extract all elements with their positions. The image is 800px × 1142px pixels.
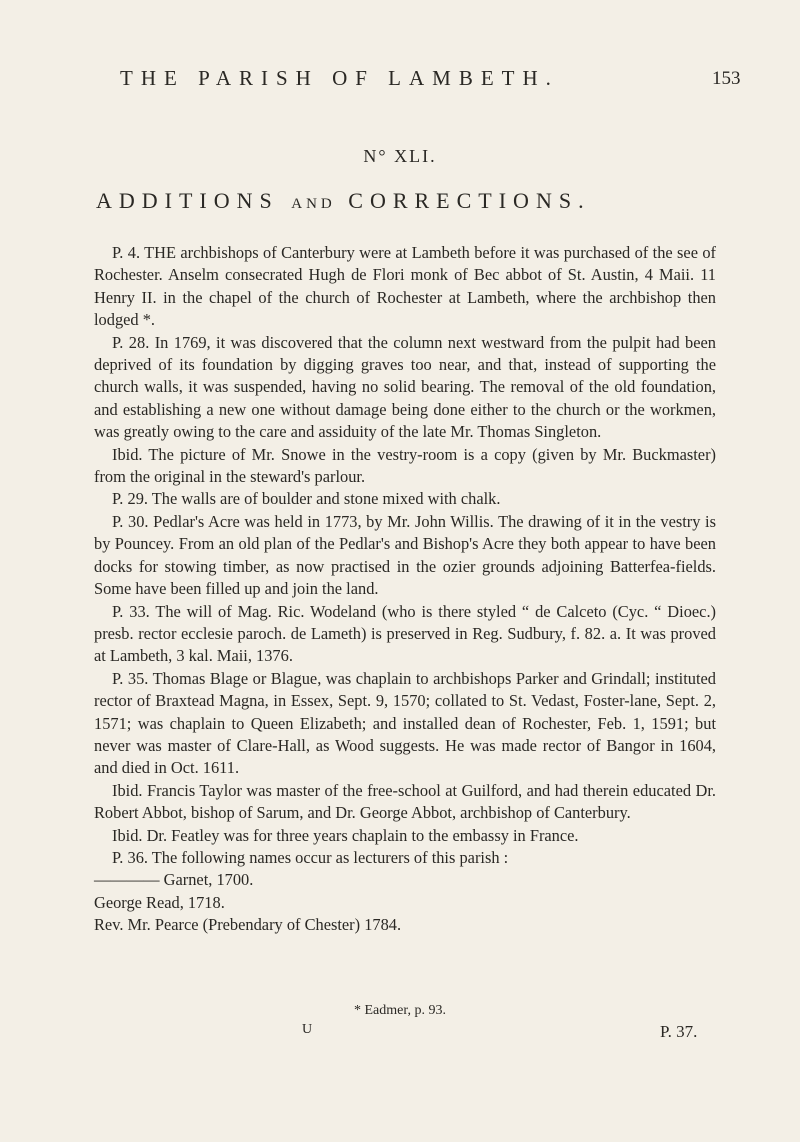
body-text	[94, 242, 716, 937]
lecturer-entry: George Read, 1718.	[94, 892, 225, 912]
section-title-and: AND	[291, 196, 336, 212]
paragraph-p28: P. 28. In 1769, it was discovered that the column next westward from the pulpit had been deprived of its foundation by digging graves too near, and that, instead of supporting the church walls, it was suspended, having no solid bearing. The removal of the old foundation, and establishing a new one without damage being done either to the church or the workmen, was greatly owing to the care and assiduity of the late Mr. Thomas Singleton.	[94, 332, 716, 442]
paragraph-ibid-featley: Ibid. Dr. Featley was for three years chaplain to the embassy in France.	[112, 825, 579, 845]
paragraph-p29: P. 29. The walls are of boulder and stone mixed with chalk.	[112, 489, 501, 509]
paragraph-p33: P. 33. The will of Mag. Ric. Wodeland (who is there styled “ de Calceto (Cyc. “ Dioec.) presb. rector ecclesie paroch. de Lameth) is preserved in Reg. Sudbury, f. 82. a. It was proved at Lambeth, 3 kal. Maii, 1376.	[94, 601, 716, 666]
paragraph-ibid-taylor: Ibid. Francis Taylor was master of the free-school at Guilford, and had therein educated Dr. Robert Abbot, bishop of Sarum, and Dr. George Abbot, archbishop of Canterbury.	[94, 780, 716, 823]
paragraph-p35: P. 35. Thomas Blage or Blague, was chaplain to archbishops Parker and Grindall; instituted rector of Braxtead Magna, in Essex, Sept. 9, 1570; collated to St. Vedast, Foster-lane, Sept. 2, 1571; was chaplain to Queen Elizabeth; and installed dean of Rochester, Feb. 1, 1591; but never was master of Clare-Hall, as Wood suggests. He was made rector of Bangor in 1604, and died in Oct. 1611.	[94, 668, 716, 778]
footnote: * Eadmer, p. 93.	[354, 1003, 446, 1018]
catchword: P. 37.	[660, 1022, 698, 1041]
paragraph-ibid-picture: Ibid. The picture of Mr. Snowe in the vestry-room is a copy (given by Mr. Buckmaster) from the original in the steward's parlour.	[94, 444, 716, 487]
paragraph-p36: P. 36. The following names occur as lecturers of this parish :	[112, 847, 509, 867]
page-number: 153	[712, 68, 741, 89]
section-number: N° XLI.	[363, 146, 437, 166]
paragraph-p30: P. 30. Pedlar's Acre was held in 1773, by Mr. John Willis. The drawing of it in the vestry is by Pouncey. From an old plan of the Pedlar's and Bishop's Acre they both appear to have been docks for stowing timber, as now practised in the ozier grounds adjoining Batterfea-fields. Some have been filled up and join the land.	[94, 511, 716, 599]
lecturer-entry: ———— Garnet, 1700.	[94, 870, 254, 890]
section-title-additions: ADDITIONS	[96, 188, 279, 213]
section-title	[96, 188, 726, 214]
signature-mark: U	[302, 1022, 313, 1037]
lecturer-entry: Rev. Mr. Pearce (Prebendary of Chester) 1784.	[94, 915, 402, 935]
running-head: THE PARISH OF LAMBETH.	[120, 66, 559, 90]
section-title-corrections: CORRECTIONS.	[348, 188, 591, 213]
paragraph-p4: P. 4. THE archbishops of Canterbury were at Lambeth before it was purchased of the see of Rochester. Anselm consecrated Hugh de Flori monk of Bec abbot of St. Austin, 4 Maii. 11 Henry II. in the chapel of the church of Rochester at Lambeth, where the archbishop then lodged *.	[94, 243, 716, 330]
